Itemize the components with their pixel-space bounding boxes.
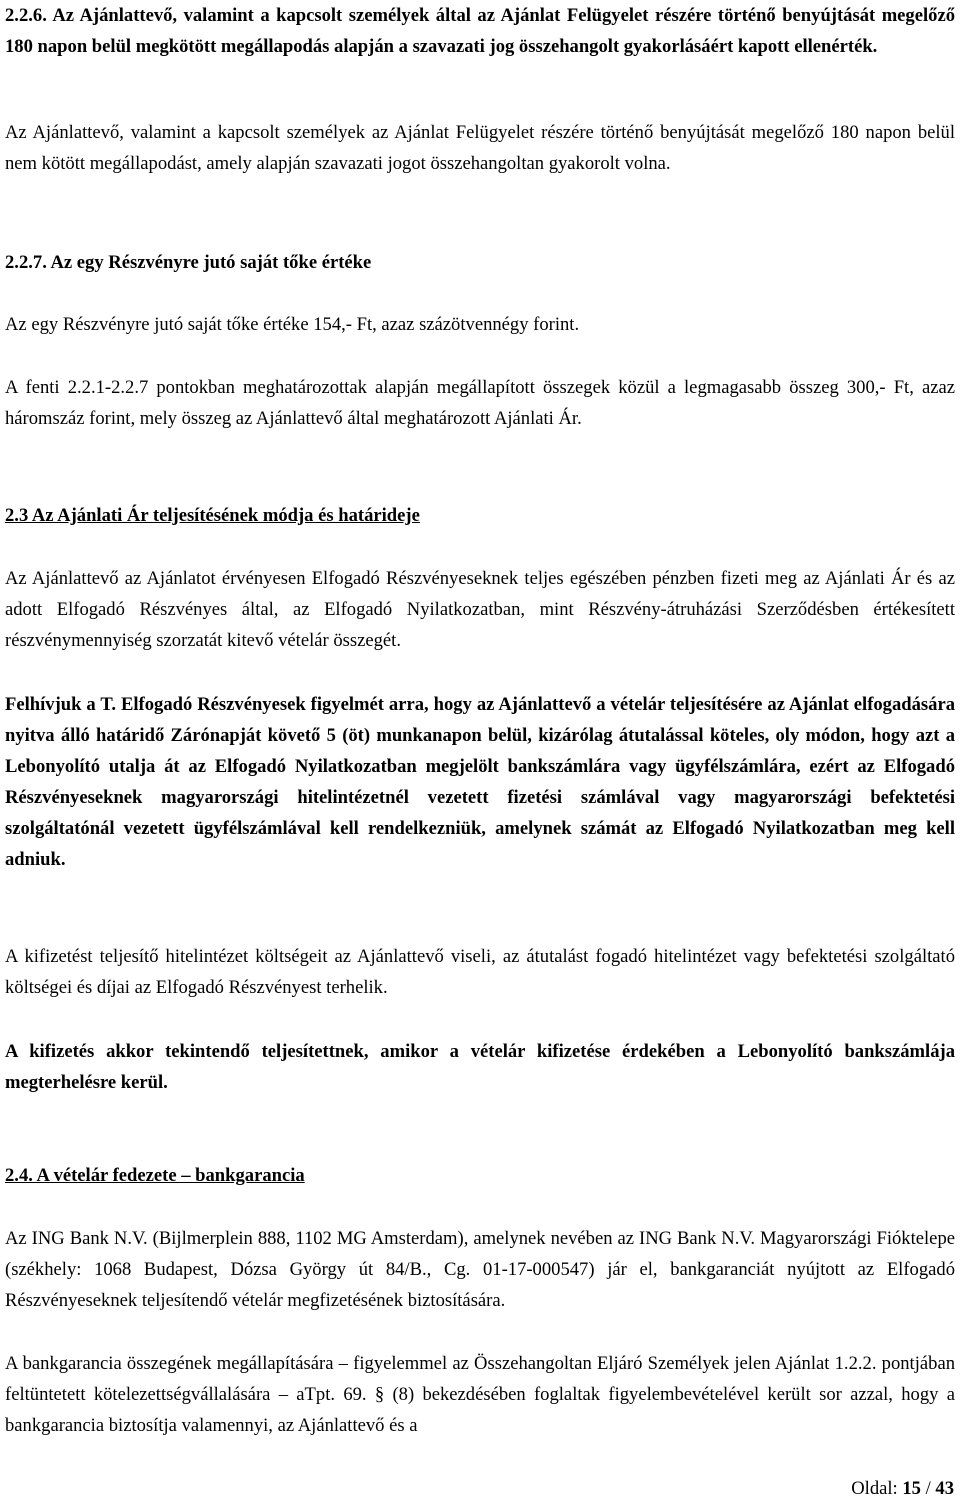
section-2-2-7-heading: 2.2.7. Az egy Részvényre jutó saját tőke értéke (5, 252, 372, 273)
section-2-3-para-4: A kifizetés akkor tekintendő teljesítettnek, amikor a vételár kifizetése érdekében a Lebonyolító bankszámlája megterhelésre kerül. (5, 1041, 955, 1093)
section-2-4-heading (5, 1160, 955, 1191)
section-2-3-para-2: Felhívjuk a T. Elfogadó Részvényesek figyelmét arra, hogy az Ajánlattevő a vételár teljesítésére az Ajánlat elfogadására nyitva álló határidő Zárónapját követő 5 (öt) munkanapon belül, kizárólag átutalással köteles, oly módon, hogy azt a Lebonyolító utalja át az Elfogadó Nyilatkozatban megjelölt bankszámlára vagy ügyfélszámlára, ezért az Elfogadó Részvényeseknek magyarországi hitelintézetnél vezetett fizetési számlával vagy magyarországi befektetési szolgáltatónál vezetett ügyfélszámlával kell rendelkezniük, amelynek számát az Elfogadó Nyilatkozatban meg kell adniuk. (5, 694, 955, 870)
section-2-2-7-body: Az egy Részvényre jutó saját tőke értéke 154,- Ft, azaz százötvennégy forint. (5, 314, 580, 335)
section-2-2-6-body: Az Ajánlattevő, valamint a kapcsolt személyek az Ajánlat Felügyelet részére történő benyújtását megelőző 180 napon belül nem kötött megállapodást, amely alapján szavazati jogot összehangoltan gyakorolt volna. (5, 122, 955, 174)
section-2-2-6-heading: 2.2.6. Az Ajánlattevő, valamint a kapcsolt személyek által az Ajánlat Felügyelet részére történő benyújtását megelőző 180 napon belül megkötött megállapodás alapján a szavazati jog összehangolt gyakorlásáért kapott ellenérték. (5, 5, 955, 57)
section-2-4-para-2: A bankgarancia összegének megállapítására – figyelemmel az Összehangoltan Eljáró Személyek jelen Ajánlat 1.2.2. pontjában feltüntetett kötelezettségvállalására – aTpt. 69. § (8) bekezdésében foglaltak figyelembevételével került sor azzal, hogy a bankgarancia biztosítja valamennyi, az Ajánlattevő és a (5, 1353, 955, 1436)
page-number-label: Oldal: (851, 1478, 903, 1499)
page-number-total: 43 (935, 1478, 954, 1499)
section-2-3-heading-text: 2.3 Az Ajánlati Ár teljesítésének módja és határideje (5, 505, 420, 526)
section-2-3-para-1: Az Ajánlattevő az Ajánlatot érvényesen Elfogadó Részvényeseknek teljes egészében pénzben fizeti meg az Ajánlati Ár és az adott Elfogadó Részvényes által, az Elfogadó Nyilatkozatban, mint Részvény-átruházási Szerződésben értékesített részvénymennyiség szorzatát kitevő vételár összegét. (5, 568, 955, 651)
page-number (851, 1476, 954, 1502)
section-2-4-para-1: Az ING Bank N.V. (Bijlmerplein 888, 1102 MG Amsterdam), amelynek nevében az ING Bank N.V. Magyarországi Fióktelepe (székhely: 1068 Budapest, Dózsa György út 84/B., Cg. 01-17-000547) jár el, bankgaranciát nyújtott az Elfogadó Részvényeseknek teljesítendő vételár megfizetésének biztosítására. (5, 1228, 955, 1311)
section-2-2-7-summary: A fenti 2.2.1-2.2.7 pontokban meghatározottak alapján megállapított összegek közül a legmagasabb összeg 300,- Ft, azaz háromszáz forint, mely összeg az Ajánlattevő által meghatározott Ajánlati Ár. (5, 377, 955, 429)
page-number-current: 15 (902, 1478, 921, 1499)
section-2-3-heading (5, 500, 955, 531)
section-2-4-heading-text: 2.4. A vételár fedezete – bankgarancia (5, 1165, 305, 1186)
page-number-sep: / (920, 1478, 936, 1499)
section-2-3-para-3: A kifizetést teljesítő hitelintézet költségeit az Ajánlattevő viseli, az átutalást fogadó hitelintézet vagy befektetési szolgáltató költségei és díjai az Elfogadó Részvényest terhelik. (5, 946, 955, 998)
